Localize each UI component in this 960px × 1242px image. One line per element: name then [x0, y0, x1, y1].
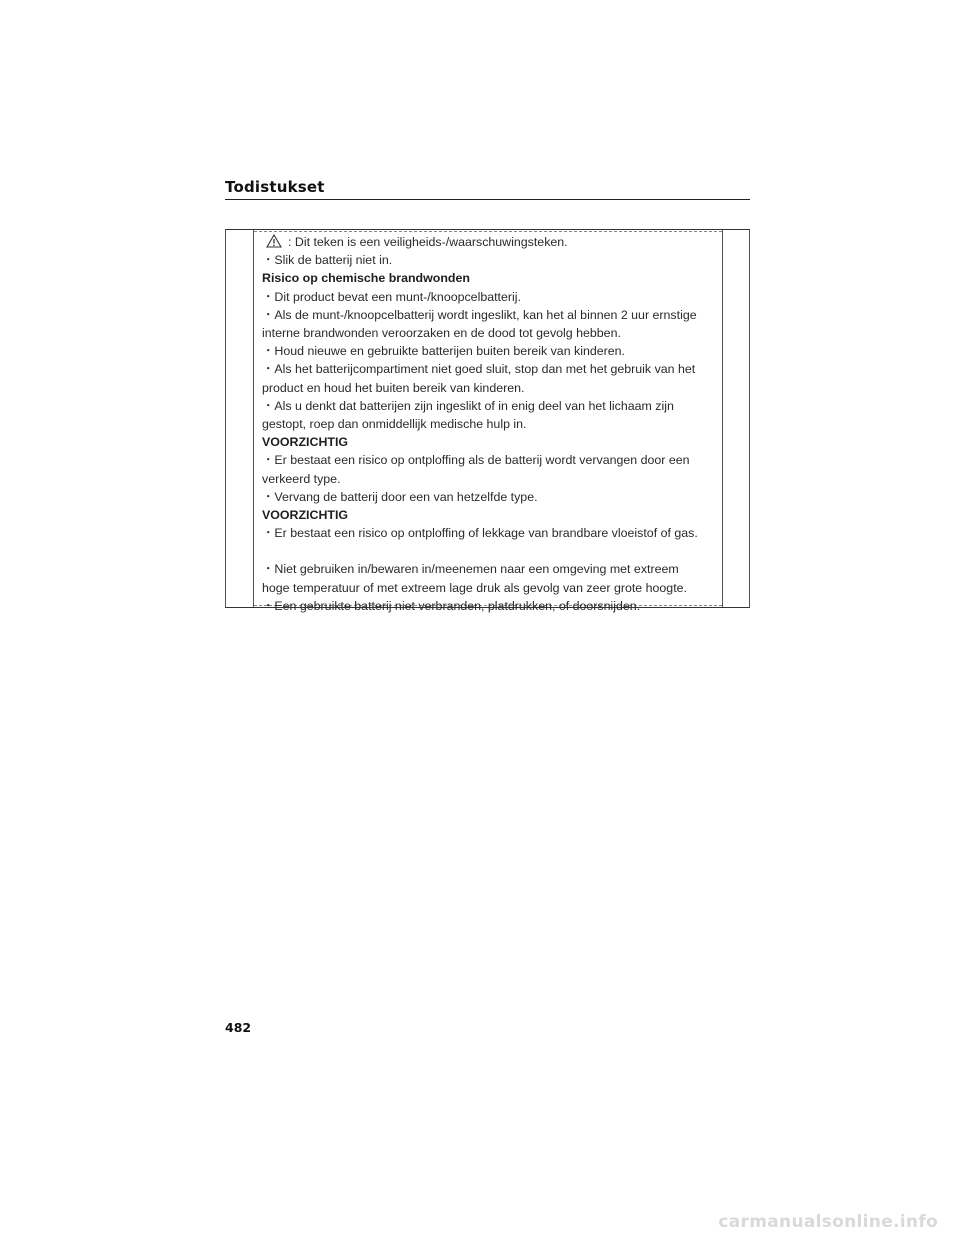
warning-line: ・Als het batterijcompartiment niet goed sluit, stop dan met het gebruik van het: [262, 362, 696, 377]
warning-line: verkeerd type.: [262, 471, 341, 486]
warning-line: ・Als de munt-/knoopcelbatterij wordt ingeslikt, kan het al binnen 2 uur ernstige: [262, 307, 697, 322]
warning-line: hoge temperatuur of met extreem lage druk als gevolg van zeer grote hoogte.: [262, 580, 687, 595]
warning-line: ・Niet gebruiken in/bewaren in/meenemen naar een omgeving met extreem: [262, 562, 679, 577]
warning-line: ・Er bestaat een risico op ontploffing als de batterij wordt vervangen door een: [262, 453, 690, 468]
warning-line: ・Als u denkt dat batterijen zijn ingeslikt of in enig deel van het lichaam zijn: [262, 398, 674, 413]
section-header: [225, 178, 750, 200]
warning-triangle-icon: [266, 234, 282, 248]
warning-text-block: [262, 233, 720, 615]
warning-symbol-text: : Dit teken is een veiligheids-/waarschuwingsteken.: [288, 235, 568, 249]
warning-line: ・Houd nieuwe en gebruikte batterijen buiten bereik van kinderen.: [262, 344, 626, 359]
blank-line: [262, 542, 720, 560]
warning-line: ・Vervang de batterij door een van hetzelfde type.: [262, 489, 538, 504]
table-right-column-divider: [722, 230, 723, 607]
warning-symbol-row: [262, 233, 720, 251]
warning-line: product en houd het buiten bereik van kinderen.: [262, 380, 525, 395]
caution-heading: VOORZICHTIG: [262, 508, 349, 523]
warning-heading-chemical-burns: Risico op chemische brandwonden: [262, 271, 470, 286]
warning-line: ・Slik de batterij niet in.: [262, 253, 393, 268]
site-watermark: carmanualsonline.info: [718, 1212, 938, 1232]
section-title: Todistukset: [225, 178, 325, 196]
warning-line: ・Er bestaat een risico op ontploffing of lekkage van brandbare vloeistof of gas.: [262, 526, 698, 541]
warning-line: gestopt, roep dan onmiddellijk medische hulp in.: [262, 417, 527, 432]
page-number: 482: [225, 1020, 252, 1035]
caution-heading: VOORZICHTIG: [262, 435, 349, 450]
warning-table: [225, 229, 750, 613]
warning-line: ・Een gebruikte batterij niet verbranden, platdrukken, of doorsnijden.: [262, 598, 641, 613]
warning-line: ・Dit product bevat een munt-/knoopcelbatterij.: [262, 289, 521, 304]
warning-line: interne brandwonden veroorzaken en de dood tot gevolg hebben.: [262, 326, 621, 341]
